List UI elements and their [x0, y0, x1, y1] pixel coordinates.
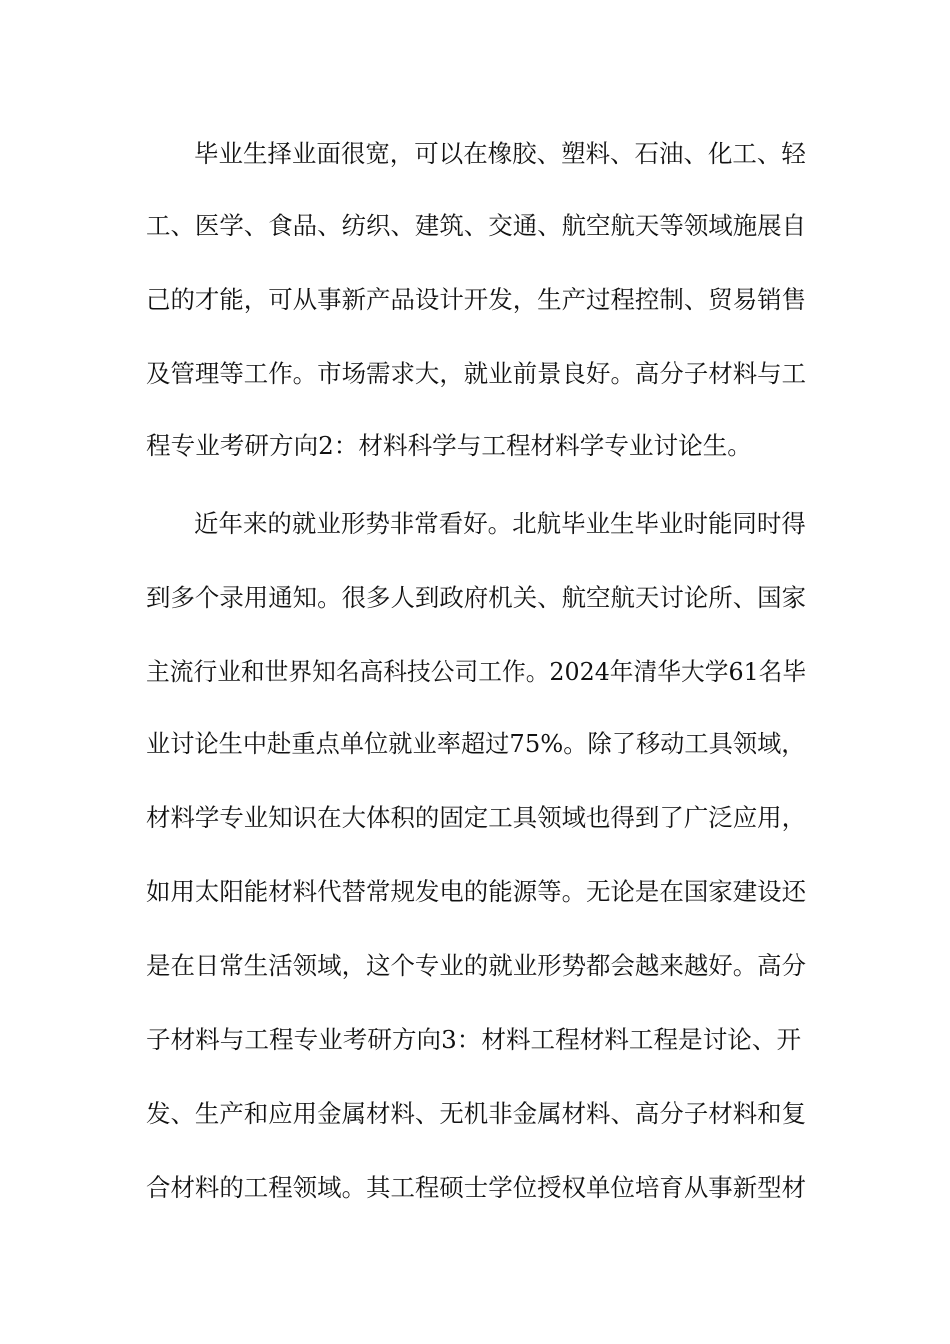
- paragraph-1-line-3: 己的才能，可从事新产品设计开发，生产过程控制、贸易销售: [146, 285, 807, 314]
- paragraph-2-line-10: 合材料的工程领域。其工程硕士学位授权单位培育从事新型材: [146, 1173, 807, 1202]
- paragraph-1-line-4: 及管理等工作。市场需求大，就业前景良好。高分子材料与工: [146, 359, 807, 388]
- paragraph-2-line-9: 发、生产和应用金属材料、无机非金属材料、高分子材料和复: [146, 1099, 807, 1128]
- paragraph-2-line-6: 如用太阳能材料代替常规发电的能源等。无论是在国家建设还: [146, 877, 807, 906]
- paragraph-2-line-2: 到多个录用通知。很多人到政府机关、航空航天讨论所、国家: [146, 583, 807, 612]
- paragraph-2-line-8: 子材料与工程专业考研方向3：材料工程材料工程是讨论、开: [146, 1025, 802, 1054]
- paragraph-1-line-2: 工、医学、食品、纺织、建筑、交通、航空航天等领域施展自: [146, 211, 807, 240]
- paragraph-2-line-7: 是在日常生活领域，这个专业的就业形势都会越来越好。高分: [146, 951, 807, 980]
- paragraph-1-line-1: 毕业生择业面很宽，可以在橡胶、塑料、石油、化工、轻: [194, 139, 806, 168]
- paragraph-2-line-3: 主流行业和世界知名高科技公司工作。2024年清华大学61名毕: [146, 657, 807, 686]
- paragraph-2-line-5: 材料学专业知识在大体积的固定工具领域也得到了广泛应用，: [146, 803, 807, 832]
- paragraph-2-line-4: 业讨论生中赴重点单位就业率超过75%。除了移动工具领域，: [146, 729, 806, 758]
- paragraph-2-line-1: 近年来的就业形势非常看好。北航毕业生毕业时能同时得: [194, 509, 806, 538]
- paragraph-1-line-5: 程专业考研方向2：材料科学与工程材料学专业讨论生。: [146, 431, 752, 460]
